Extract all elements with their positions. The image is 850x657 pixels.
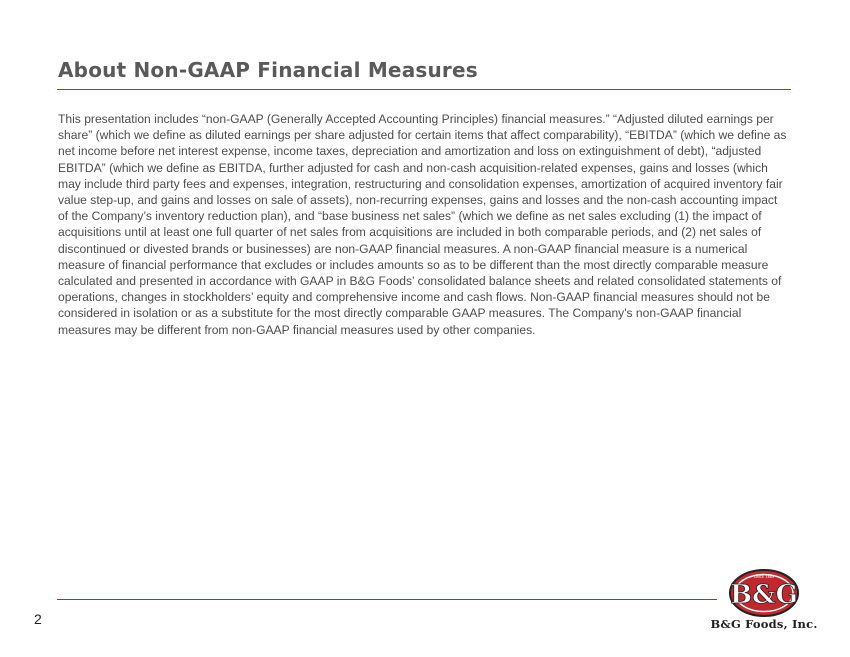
title-divider (57, 89, 791, 90)
footer-divider (57, 599, 717, 600)
page-number: 2 (34, 611, 42, 627)
company-name: B&G Foods, Inc. (710, 617, 818, 631)
logo-since-text: SINCE 1889 (753, 575, 775, 579)
body-paragraph: This presentation includes “non-GAAP (Generally Accepted Accounting Principles) financial measures.” “Adjusted diluted earnings per share” (which we define as diluted earnings per share adjusted for certain items that affect comparability), “EBITDA” (which we define as net income before net interest expense, income taxes, depreciation and amortization and loss on extinguishment of debt), “adjusted EBITDA” (which we define as EBITDA, further adjusted for cash and non-cash acquisition-related expenses, gains and losses (which may include third party fees and expenses, integration, restructuring and consolidation expenses, amortization of acquired inventory fair value step-up, and gains and losses on sale of assets), non-recurring expenses, gains and losses and the non-cash accounting impact of the Company’s inventory reduction plan), and “base business net sales” (which we define as net sales excluding (1) the impact of acquisitions until at least one full quarter of net sales from acquisitions are included in both comparable periods, and (2) net sales of discontinued or divested brands or businesses) are non-GAAP financial measures. A non-GAAP financial measure is a numerical measure of financial performance that excludes or includes amounts so as to be different than the most directly comparable measure calculated and presented in accordance with GAAP in B&G Foods’ consolidated balance sheets and related consolidated statements of operations, changes in stockholders’ equity and comprehensive income and cash flows. Non-GAAP financial measures should not be considered in isolation or as a substitute for the most directly comparable GAAP measures. The Company's non-GAAP financial measures may be different from non-GAAP financial measures used by other companies. (58, 112, 787, 337)
slide-title: About Non-GAAP Financial Measures (58, 58, 478, 82)
logo-mark-text: B&G (730, 580, 798, 610)
